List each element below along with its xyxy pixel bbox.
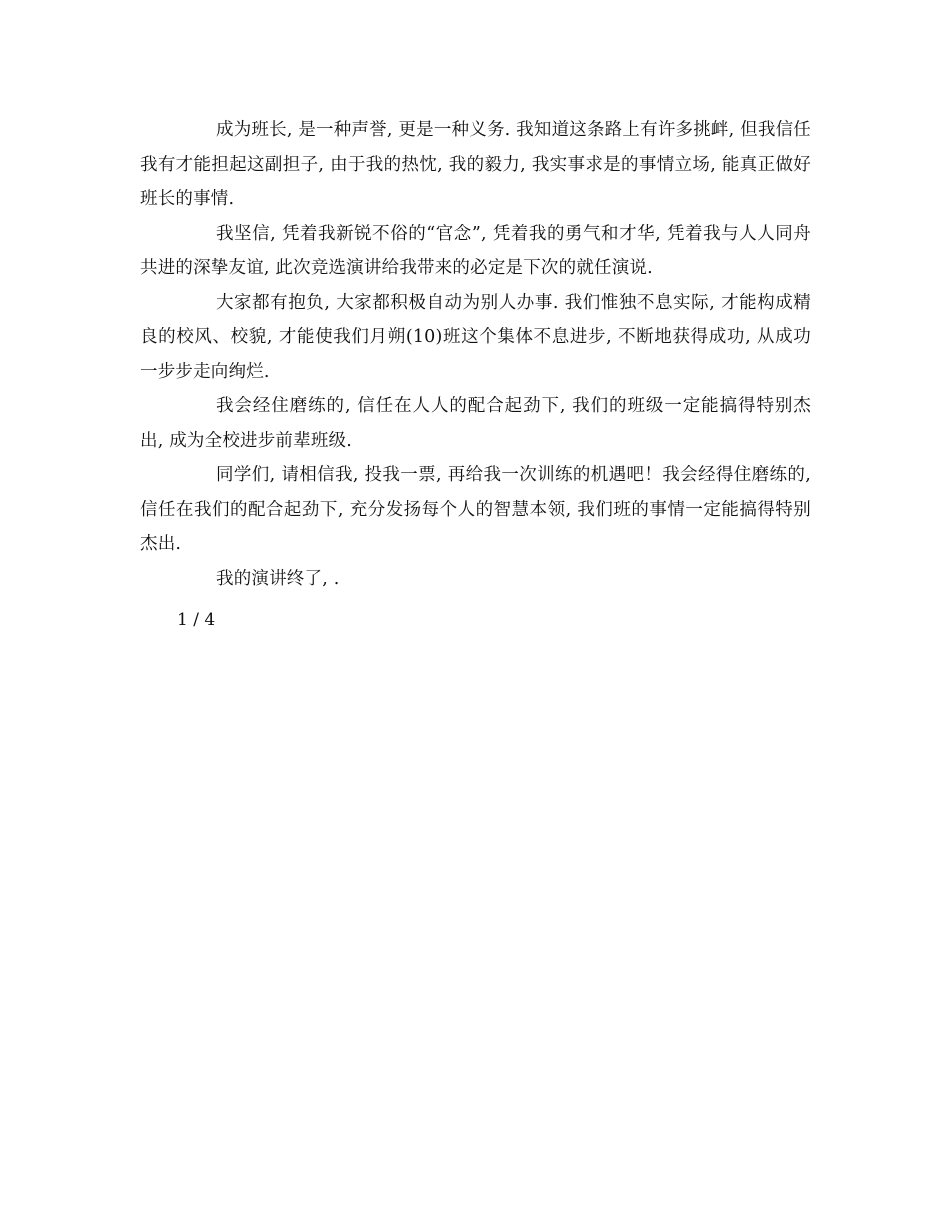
paragraph-5: 同学们, 请相信我, 投我一票, 再给我一次训练的机遇吧！我会经得住磨练的, 信任在我们的配合起劲下, 充分发扬每个人的智慧本领, 我们班的事情一定能搞得特别杰出.	[140, 465, 811, 554]
paragraph-2: 我坚信, 凭着我新锐不俗的“官念”, 凭着我的勇气和才华, 凭着我与人人同舟共进的深挚友谊, 此次竞选演讲给我带来的必定是下次的就任演说.	[140, 223, 811, 278]
paragraph-4: 我会经住磨练的, 信任在人人的配合起劲下, 我们的班级一定能搞得特别杰出, 成为全校进步前辈班级.	[140, 396, 811, 451]
paragraph-6: 我的演讲终了, .	[216, 568, 340, 589]
page-number: 1 / 4	[177, 610, 216, 630]
paragraph-1: 成为班长, 是一种声誉, 更是一种义务. 我知道这条路上有许多挑衅, 但我信任我有才能担起这副担子, 由于我的热忱, 我的毅力, 我实事求是的事情立场, 能真正做好班长的事情.	[140, 120, 811, 209]
paragraph-3: 大家都有抱负, 大家都积极自动为别人办事. 我们惟独不息实际, 才能构成精良的校风、校貌, 才能使我们月朔(10)班这个集体不息进步, 不断地获得成功, 从成功一步步走向绚烂.	[140, 292, 811, 382]
document-body	[140, 113, 811, 596]
